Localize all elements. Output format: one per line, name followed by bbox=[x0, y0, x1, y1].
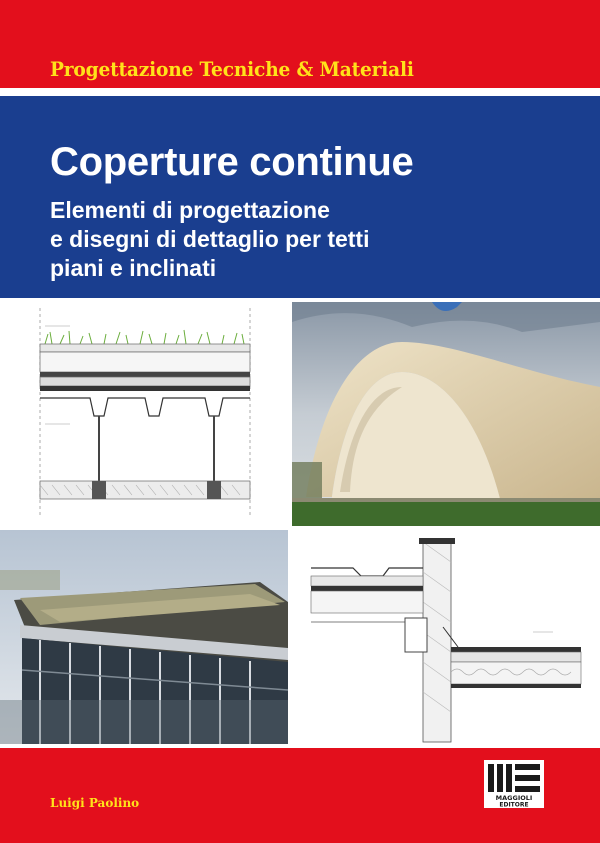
book-title: Coperture continue bbox=[50, 140, 414, 184]
green-roof-building-photo bbox=[0, 530, 288, 744]
svg-text:MAGGIOLI: MAGGIOLI bbox=[495, 794, 533, 802]
publisher-logo bbox=[484, 760, 544, 808]
subtitle-line: piani e inclinati bbox=[50, 255, 217, 281]
author-name: Luigi Paolino bbox=[50, 796, 140, 810]
series-title: Progettazione Tecniche & Materiali bbox=[50, 57, 414, 81]
svg-text:EDITORE: EDITORE bbox=[499, 801, 529, 808]
parapet-detail-drawing bbox=[293, 532, 600, 744]
subtitle-line: e disegni di dettaglio per tetti bbox=[50, 226, 370, 252]
top-red-band bbox=[0, 0, 600, 88]
white-divider bbox=[0, 88, 600, 96]
curved-roof-building-photo bbox=[292, 302, 600, 526]
book-subtitle bbox=[50, 196, 570, 283]
subtitle-line: Elementi di progettazione bbox=[50, 197, 330, 223]
roof-section-drawing bbox=[0, 306, 285, 524]
